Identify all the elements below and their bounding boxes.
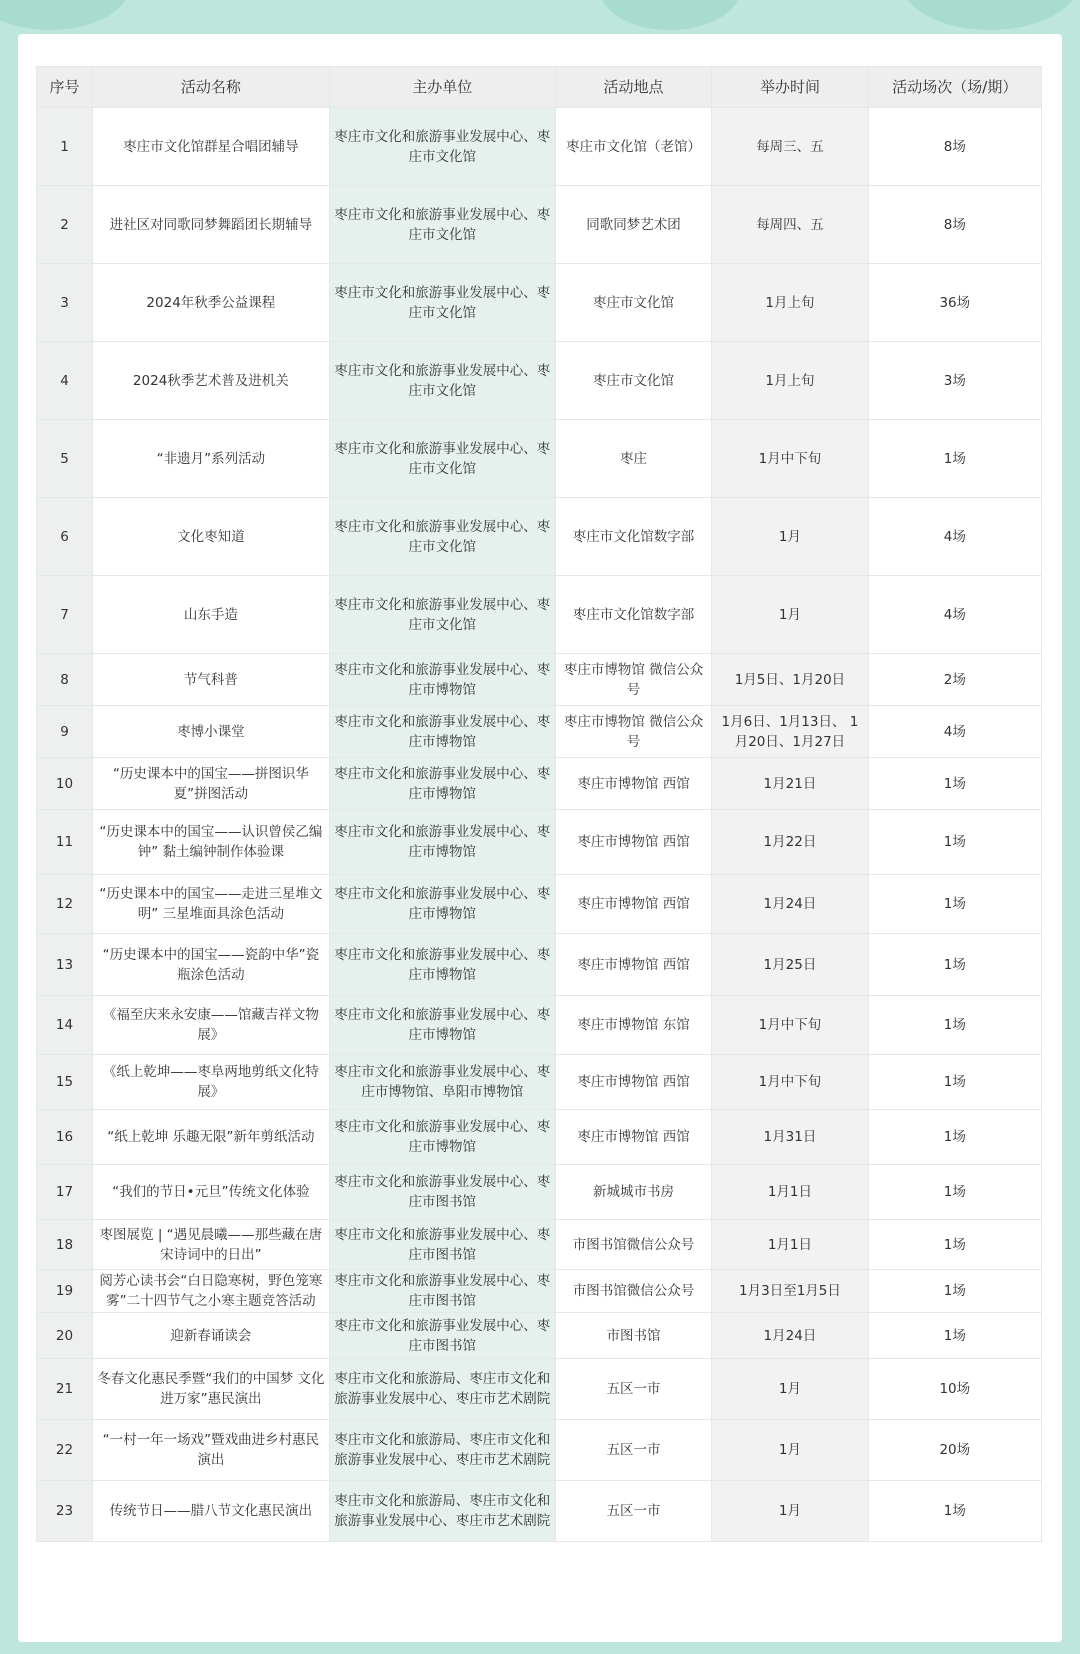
table-row — [37, 996, 1042, 1055]
cell-name: 迎新春诵读会 — [93, 1313, 330, 1359]
cell-location: 市图书馆微信公众号 — [555, 1220, 711, 1270]
cell-location: 枣庄 — [555, 420, 711, 498]
cell-time: 1月 — [712, 498, 868, 576]
cell-count: 1场 — [868, 1220, 1041, 1270]
cell-name: 枣博小课堂 — [93, 706, 330, 758]
cell-org: 枣庄市文化和旅游事业发展中心、枣庄市博物馆、阜阳市博物馆 — [329, 1055, 555, 1110]
cell-no: 17 — [37, 1165, 93, 1220]
cell-name: 《福至庆来永安康——馆藏吉祥文物展》 — [93, 996, 330, 1055]
cell-org: 枣庄市文化和旅游局、枣庄市文化和旅游事业发展中心、枣庄市艺术剧院 — [329, 1359, 555, 1420]
cell-no: 4 — [37, 342, 93, 420]
table-row — [37, 810, 1042, 875]
cell-org: 枣庄市文化和旅游事业发展中心、枣庄市图书馆 — [329, 1165, 555, 1220]
cell-name: 冬春文化惠民季暨“我们的中国梦 文化进万家”惠民演出 — [93, 1359, 330, 1420]
cell-name: 《纸上乾坤——枣阜两地剪纸文化特展》 — [93, 1055, 330, 1110]
cell-time: 1月中下旬 — [712, 1055, 868, 1110]
table-body — [37, 108, 1042, 1542]
cell-time: 1月1日 — [712, 1220, 868, 1270]
cell-name: 山东手造 — [93, 576, 330, 654]
cell-name: “历史课本中的国宝——认识曾侯乙编钟” 黏土编钟制作体验课 — [93, 810, 330, 875]
cell-location: 枣庄市博物馆 西馆 — [555, 1110, 711, 1165]
cell-no: 20 — [37, 1313, 93, 1359]
cell-name: “历史课本中的国宝——瓷韵中华”瓷瓶涂色活动 — [93, 934, 330, 996]
table-row — [37, 108, 1042, 186]
cell-no: 6 — [37, 498, 93, 576]
cell-count: 1场 — [868, 875, 1041, 934]
activity-table — [36, 66, 1042, 1542]
cell-name: “非遗月”系列活动 — [93, 420, 330, 498]
header-no: 序号 — [37, 67, 93, 108]
cell-time: 1月 — [712, 1481, 868, 1542]
table-row — [37, 654, 1042, 706]
cell-time: 1月 — [712, 1420, 868, 1481]
cell-time: 1月25日 — [712, 934, 868, 996]
cell-location: 枣庄市文化馆 — [555, 342, 711, 420]
cell-org: 枣庄市文化和旅游事业发展中心、枣庄市文化馆 — [329, 342, 555, 420]
cell-count: 4场 — [868, 498, 1041, 576]
table-row — [37, 706, 1042, 758]
cell-location: 枣庄市博物馆 西馆 — [555, 875, 711, 934]
cell-count: 10场 — [868, 1359, 1041, 1420]
cell-time: 1月中下旬 — [712, 996, 868, 1055]
cell-org: 枣庄市文化和旅游事业发展中心、枣庄市文化馆 — [329, 186, 555, 264]
header-name: 活动名称 — [93, 67, 330, 108]
cell-count: 1场 — [868, 1270, 1041, 1313]
cell-time: 1月 — [712, 576, 868, 654]
cell-time: 1月6日、1月13日、 1月20日、1月27日 — [712, 706, 868, 758]
cell-count: 1场 — [868, 420, 1041, 498]
cell-location: 枣庄市文化馆 — [555, 264, 711, 342]
cell-no: 9 — [37, 706, 93, 758]
cell-location: 枣庄市博物馆 微信公众号 — [555, 706, 711, 758]
background-blob-right — [900, 0, 1080, 30]
table-row — [37, 1359, 1042, 1420]
cell-count: 1场 — [868, 758, 1041, 810]
table-row — [37, 758, 1042, 810]
cell-location: 枣庄市文化馆（老馆） — [555, 108, 711, 186]
table-row — [37, 1110, 1042, 1165]
cell-count: 4场 — [868, 576, 1041, 654]
cell-org: 枣庄市文化和旅游事业发展中心、枣庄市文化馆 — [329, 498, 555, 576]
cell-time: 1月5日、1月20日 — [712, 654, 868, 706]
cell-name: 枣庄市文化馆群星合唱团辅导 — [93, 108, 330, 186]
cell-count: 1场 — [868, 996, 1041, 1055]
cell-count: 1场 — [868, 934, 1041, 996]
cell-name: 阅芳心读书会“白日隐寒树，野色笼寒雾”二十四节气之小寒主题竞答活动 — [93, 1270, 330, 1313]
cell-count: 20场 — [868, 1420, 1041, 1481]
table-row — [37, 1165, 1042, 1220]
cell-no: 11 — [37, 810, 93, 875]
cell-count: 1场 — [868, 1165, 1041, 1220]
cell-org: 枣庄市文化和旅游事业发展中心、枣庄市博物馆 — [329, 654, 555, 706]
cell-name: 传统节日——腊八节文化惠民演出 — [93, 1481, 330, 1542]
table-row — [37, 875, 1042, 934]
cell-no: 15 — [37, 1055, 93, 1110]
table-row — [37, 1481, 1042, 1542]
cell-count: 1场 — [868, 1481, 1041, 1542]
cell-org: 枣庄市文化和旅游局、枣庄市文化和旅游事业发展中心、枣庄市艺术剧院 — [329, 1420, 555, 1481]
cell-no: 19 — [37, 1270, 93, 1313]
cell-time: 每周三、五 — [712, 108, 868, 186]
cell-org: 枣庄市文化和旅游事业发展中心、枣庄市文化馆 — [329, 108, 555, 186]
cell-no: 21 — [37, 1359, 93, 1420]
cell-time: 每周四、五 — [712, 186, 868, 264]
cell-time: 1月上旬 — [712, 342, 868, 420]
cell-count: 8场 — [868, 186, 1041, 264]
cell-no: 16 — [37, 1110, 93, 1165]
cell-name: “纸上乾坤 乐趣无限”新年剪纸活动 — [93, 1110, 330, 1165]
cell-org: 枣庄市文化和旅游事业发展中心、枣庄市文化馆 — [329, 420, 555, 498]
table-row — [37, 576, 1042, 654]
cell-name: 节气科普 — [93, 654, 330, 706]
cell-time: 1月24日 — [712, 1313, 868, 1359]
cell-no: 12 — [37, 875, 93, 934]
cell-location: 五区一市 — [555, 1420, 711, 1481]
cell-name: “历史课本中的国宝——拼图识华夏”拼图活动 — [93, 758, 330, 810]
table-row — [37, 420, 1042, 498]
cell-location: 市图书馆微信公众号 — [555, 1270, 711, 1313]
cell-no: 18 — [37, 1220, 93, 1270]
cell-location: 枣庄市博物馆 西馆 — [555, 934, 711, 996]
cell-time: 1月24日 — [712, 875, 868, 934]
cell-location: 枣庄市博物馆 西馆 — [555, 1055, 711, 1110]
cell-no: 3 — [37, 264, 93, 342]
header-time: 举办时间 — [712, 67, 868, 108]
cell-name: 枣图展览 | “遇见晨曦——那些藏在唐宋诗词中的日出” — [93, 1220, 330, 1270]
cell-org: 枣庄市文化和旅游事业发展中心、枣庄市图书馆 — [329, 1270, 555, 1313]
cell-no: 14 — [37, 996, 93, 1055]
cell-org: 枣庄市文化和旅游事业发展中心、枣庄市博物馆 — [329, 934, 555, 996]
table-row — [37, 1055, 1042, 1110]
cell-org: 枣庄市文化和旅游事业发展中心、枣庄市博物馆 — [329, 996, 555, 1055]
cell-time: 1月31日 — [712, 1110, 868, 1165]
header-location: 活动地点 — [555, 67, 711, 108]
cell-count: 4场 — [868, 706, 1041, 758]
background-blob-left — [0, 0, 130, 30]
table-header-row — [37, 67, 1042, 108]
cell-time: 1月3日至1月5日 — [712, 1270, 868, 1313]
cell-no: 7 — [37, 576, 93, 654]
cell-name: 进社区对同歌同梦舞蹈团长期辅导 — [93, 186, 330, 264]
cell-no: 10 — [37, 758, 93, 810]
cell-count: 1场 — [868, 1055, 1041, 1110]
table-row — [37, 1220, 1042, 1270]
cell-location: 新城城市书房 — [555, 1165, 711, 1220]
cell-org: 枣庄市文化和旅游事业发展中心、枣庄市文化馆 — [329, 576, 555, 654]
cell-location: 枣庄市博物馆 东馆 — [555, 996, 711, 1055]
cell-time: 1月21日 — [712, 758, 868, 810]
table-row — [37, 1313, 1042, 1359]
background-blob-center — [600, 0, 740, 30]
cell-no: 22 — [37, 1420, 93, 1481]
cell-org: 枣庄市文化和旅游事业发展中心、枣庄市博物馆 — [329, 758, 555, 810]
cell-location: 枣庄市博物馆 西馆 — [555, 810, 711, 875]
cell-org: 枣庄市文化和旅游事业发展中心、枣庄市博物馆 — [329, 706, 555, 758]
table-row — [37, 498, 1042, 576]
cell-count: 1场 — [868, 810, 1041, 875]
cell-location: 同歌同梦艺术团 — [555, 186, 711, 264]
cell-time: 1月22日 — [712, 810, 868, 875]
table-row — [37, 186, 1042, 264]
cell-location: 五区一市 — [555, 1481, 711, 1542]
cell-location: 枣庄市博物馆 西馆 — [555, 758, 711, 810]
cell-location: 枣庄市文化馆数字部 — [555, 576, 711, 654]
cell-time: 1月中下旬 — [712, 420, 868, 498]
table-row — [37, 342, 1042, 420]
cell-location: 枣庄市博物馆 微信公众号 — [555, 654, 711, 706]
cell-name: “我们的节日•元旦”传统文化体验 — [93, 1165, 330, 1220]
cell-count: 8场 — [868, 108, 1041, 186]
header-count: 活动场次（场/期） — [868, 67, 1041, 108]
cell-name: “一村一年一场戏”暨戏曲进乡村惠民演出 — [93, 1420, 330, 1481]
table-row — [37, 1420, 1042, 1481]
cell-name: “历史课本中的国宝——走进三星堆文明” 三星堆面具涂色活动 — [93, 875, 330, 934]
cell-count: 2场 — [868, 654, 1041, 706]
cell-no: 8 — [37, 654, 93, 706]
cell-location: 市图书馆 — [555, 1313, 711, 1359]
cell-org: 枣庄市文化和旅游事业发展中心、枣庄市博物馆 — [329, 1110, 555, 1165]
cell-count: 1场 — [868, 1313, 1041, 1359]
cell-name: 2024秋季艺术普及进机关 — [93, 342, 330, 420]
cell-org: 枣庄市文化和旅游事业发展中心、枣庄市图书馆 — [329, 1313, 555, 1359]
cell-count: 36场 — [868, 264, 1041, 342]
cell-org: 枣庄市文化和旅游事业发展中心、枣庄市图书馆 — [329, 1220, 555, 1270]
cell-no: 5 — [37, 420, 93, 498]
cell-name: 文化枣知道 — [93, 498, 330, 576]
cell-no: 23 — [37, 1481, 93, 1542]
table-row — [37, 934, 1042, 996]
cell-no: 1 — [37, 108, 93, 186]
cell-org: 枣庄市文化和旅游事业发展中心、枣庄市博物馆 — [329, 810, 555, 875]
cell-count: 3场 — [868, 342, 1041, 420]
header-org: 主办单位 — [329, 67, 555, 108]
cell-no: 2 — [37, 186, 93, 264]
cell-org: 枣庄市文化和旅游局、枣庄市文化和旅游事业发展中心、枣庄市艺术剧院 — [329, 1481, 555, 1542]
table-row — [37, 264, 1042, 342]
cell-no: 13 — [37, 934, 93, 996]
cell-time: 1月 — [712, 1359, 868, 1420]
cell-time: 1月上旬 — [712, 264, 868, 342]
table-card — [18, 34, 1062, 1642]
cell-name: 2024年秋季公益课程 — [93, 264, 330, 342]
cell-location: 枣庄市文化馆数字部 — [555, 498, 711, 576]
cell-location: 五区一市 — [555, 1359, 711, 1420]
cell-org: 枣庄市文化和旅游事业发展中心、枣庄市文化馆 — [329, 264, 555, 342]
table-row — [37, 1270, 1042, 1313]
cell-count: 1场 — [868, 1110, 1041, 1165]
cell-org: 枣庄市文化和旅游事业发展中心、枣庄市博物馆 — [329, 875, 555, 934]
cell-time: 1月1日 — [712, 1165, 868, 1220]
